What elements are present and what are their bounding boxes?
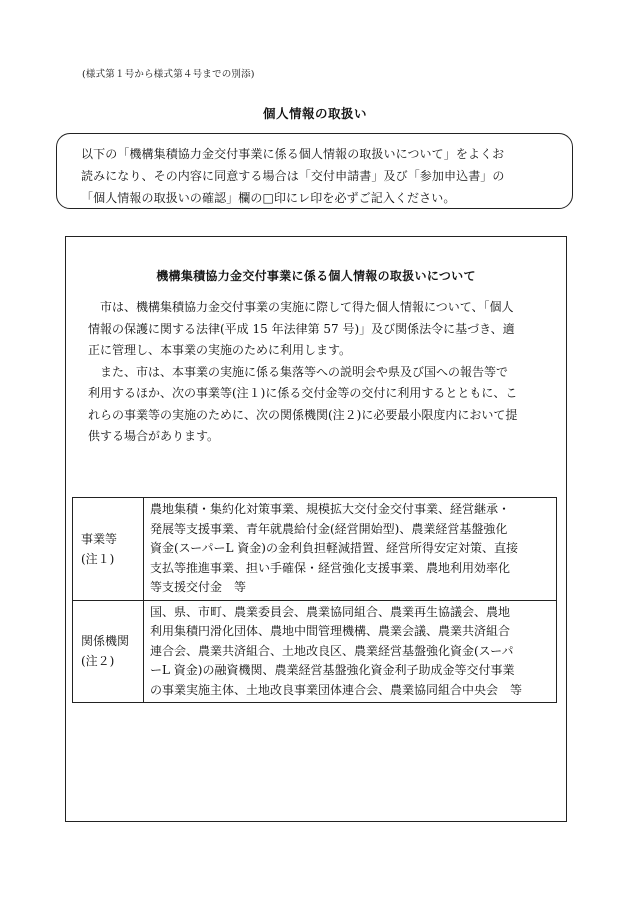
content-line: 資金(スーパーL 資金)の金利負担軽減措置、経営所得安定対策、直接 <box>150 541 518 555</box>
paragraph-line: 情報の保護に関する法律(平成 15 年法律第 57 号)」及び関係法令に基づき、適 <box>88 321 515 336</box>
row-label <box>73 600 144 703</box>
notice-line: 読みになり、その内容に同意する場合は「交付申請書」及び「参加申込書」の <box>81 169 505 183</box>
content-line: ーL 資金)の融資機関、農業経営基盤強化資金利子助成金等交付事業 <box>150 663 515 677</box>
paragraph-line: 供する場合があります。 <box>88 429 220 443</box>
row-label-line: 事業等 <box>81 531 118 546</box>
policy-paragraph <box>88 297 558 448</box>
content-line: 農地集積・集約化対策事業、規模拡大交付金交付事業、経営継承・ <box>150 502 511 516</box>
paragraph-line: 市は、機構集積協力金交付事業の実施に際して得た個人情報について、「個人 <box>88 300 514 314</box>
notice-line: 以下の「機構集積協力金交付事業に係る個人情報の取扱いについて」をよくお <box>81 147 505 161</box>
content-line: 発展等支援事業、青年就農給付金(経営開始型)、農業経営基盤強化 <box>150 521 508 536</box>
paragraph-line: 利用するほか、次の事業等(注１)に係る交付金等の交付に利用するとともに、こ <box>88 386 518 400</box>
content-line: 支払等推進事業、担い手確保・経営強化支援事業、農地利用効率化 <box>150 560 511 575</box>
row-label-line: (注１) <box>81 551 115 566</box>
paragraph-line: れらの事業等の実施のために、次の関係機関(注２)に必要最小限度内において提 <box>88 407 518 422</box>
row-content <box>144 498 557 601</box>
table-row-organizations <box>73 600 557 703</box>
paragraph-line: 正に管理し、本事業の実施のために利用します。 <box>88 343 352 357</box>
row-label-line: (注２) <box>81 654 115 669</box>
paragraph-line: また、市は、本事業の実施に係る集落等への説明会や県及び国への報告等で <box>88 364 509 379</box>
notice-line: 「個人情報の取扱いの確認」欄の□印にレ印を必ずご記入ください。 <box>81 191 456 205</box>
row-label <box>73 498 144 601</box>
notes-table <box>72 497 557 703</box>
consent-notice-box <box>56 133 573 209</box>
content-line: の事業実施主体、土地改良事業団体連合会、農業協同組合中央会 等 <box>150 682 523 697</box>
content-line: 等支援交付金 等 <box>150 580 247 594</box>
row-content <box>144 600 557 703</box>
content-line: 国、県、市町、農業委員会、農業協同組合、農業再生協議会、農地 <box>150 604 511 619</box>
privacy-policy-frame <box>65 236 567 822</box>
form-sub-label: (様式第１号から様式第４号までの別添) <box>82 69 255 80</box>
table-row-programs <box>73 498 557 601</box>
section-title: 機構集積協力金交付事業に係る個人情報の取扱いについて <box>156 269 476 283</box>
row-label-line: 関係機関 <box>81 634 130 649</box>
content-line: 利用集積円滑化団体、農地中間管理機構、農業会議、農業共済組合 <box>150 624 511 638</box>
page-title: 個人情報の取扱い <box>262 106 367 121</box>
content-line: 連合会、農業共済組合、土地改良区、農業経営基盤強化資金(スーパ <box>150 643 514 658</box>
